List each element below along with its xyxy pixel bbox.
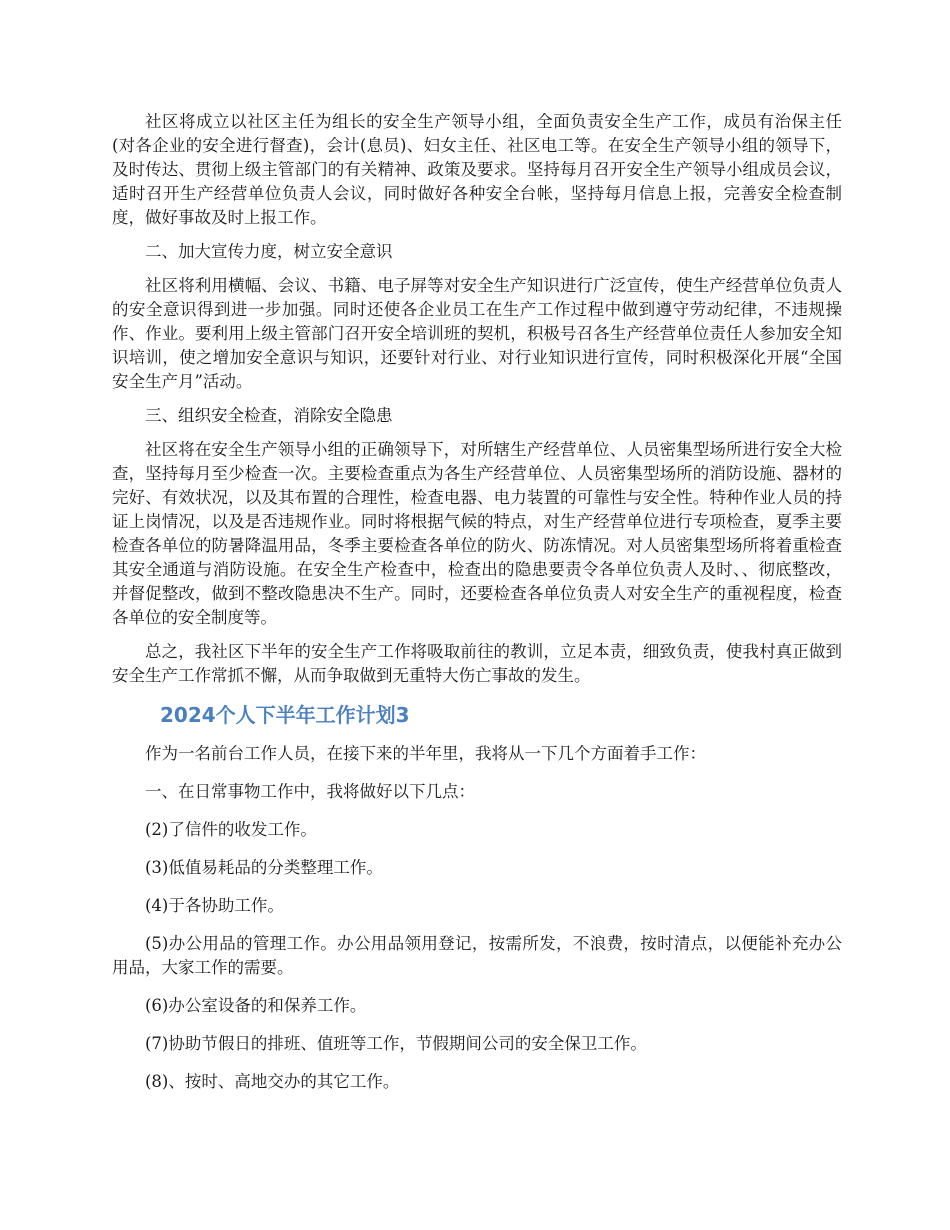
list-item: (3)低值易耗品的分类整理工作。	[145, 858, 383, 877]
paragraph-intro: 作为一名前台工作人员，在接下来的半年里，我将从一下几个方面着手工作：	[145, 744, 706, 763]
paragraph-inspection: 社区将在安全生产领导小组的正确领导下，对所辖生产经营单位、人员密集型场所进行安全大检查，坚持每月至少检查一次。主要检查重点为各生产经营单位、人员密集型场所的消防设施、器材的完好、有效状况，以及其布置的合理性，检查电器、电力装置的可靠性与安全性。特种作业人员的持证上岗情况，以及是否违规作业。同时将根据气候的特点，对生产经营单位进行专项检查，夏季主要检查各单位的防暑降温用品，冬季主要检查各单位的防火、防冻情况。对人员密集型场所将着重检查其安全通道与消防设施。在安全生产检查中，检查出的隐患要责令各单位负责人及时、、彻底整改，并督促整改，做到不整改隐患决不生产。同时，还要检查各单位负责人对安全生产的重视程度，检查各单位的安全制度等。	[112, 440, 842, 627]
list-item: (7)协助节假日的排班、值班等工作，节假期间公司的安全保卫工作。	[145, 1034, 647, 1053]
paragraph-publicity: 社区将利用横幅、会议、书籍、电子屏等对安全生产知识进行广泛宣传，使生产经营单位负责人的安全意识得到进一步加强。同时还使各企业员工在生产工作过程中做到遵守劳动纪律，不违规操作、作业。要利用上级主管部门召开安全培训班的契机，积极号召各生产经营单位责任人参加安全知识培训，使之增加安全意识与知识，还要针对行业、对行业知识进行宣传，同时积极深化开展“全国安全生产月”活动。	[112, 276, 842, 391]
list-heading-daily: 一、在日常事物工作中，我将做好以下几点：	[145, 782, 475, 801]
list-item: (8)、按时、高地交办的其它工作。	[145, 1072, 400, 1091]
list-item: (6)办公室设备的和保养工作。	[145, 996, 367, 1015]
paragraph-summary: 总之，我社区下半年的安全生产工作将吸取前往的教训，立足本责，细致负责，使我村真正做到安全生产工作常抓不懈，从而争取做到无重特大伤亡事故的发生。	[112, 642, 842, 685]
list-item: (2)了信件的收发工作。	[145, 820, 317, 839]
paragraph-leadership-group: 社区将成立以社区主任为组长的安全生产领导小组，全面负责安全生产工作，成员有治保主任(对各企业的安全进行督查)，会计(息员)、妇女主任、社区电工等。在安全生产领导小组的领导下，及时传达、贯彻上级主管部门的有关精神、政策及要求。坚持每月召开安全生产领导小组成员会议，适时召开生产经营单位负责人会议，同时做好各种安全台帐，坚持每月信息上报，完善安全检查制度，做好事故及时上报工作。	[112, 112, 842, 227]
list-item: (5)办公用品的管理工作。办公用品领用登记，按需所发，不浪费，按时清点，以便能补充办公用品，大家工作的需要。	[112, 934, 842, 977]
section-heading-inspection: 三、组织安全检查，消除安全隐患	[145, 406, 393, 425]
section-heading-publicity: 二、加大宣传力度，树立安全意识	[145, 242, 393, 261]
document-section-title: 2024个人下半年工作计划3	[160, 703, 410, 727]
document-body	[112, 110, 842, 1108]
list-item: (4)于各协助工作。	[145, 896, 284, 915]
